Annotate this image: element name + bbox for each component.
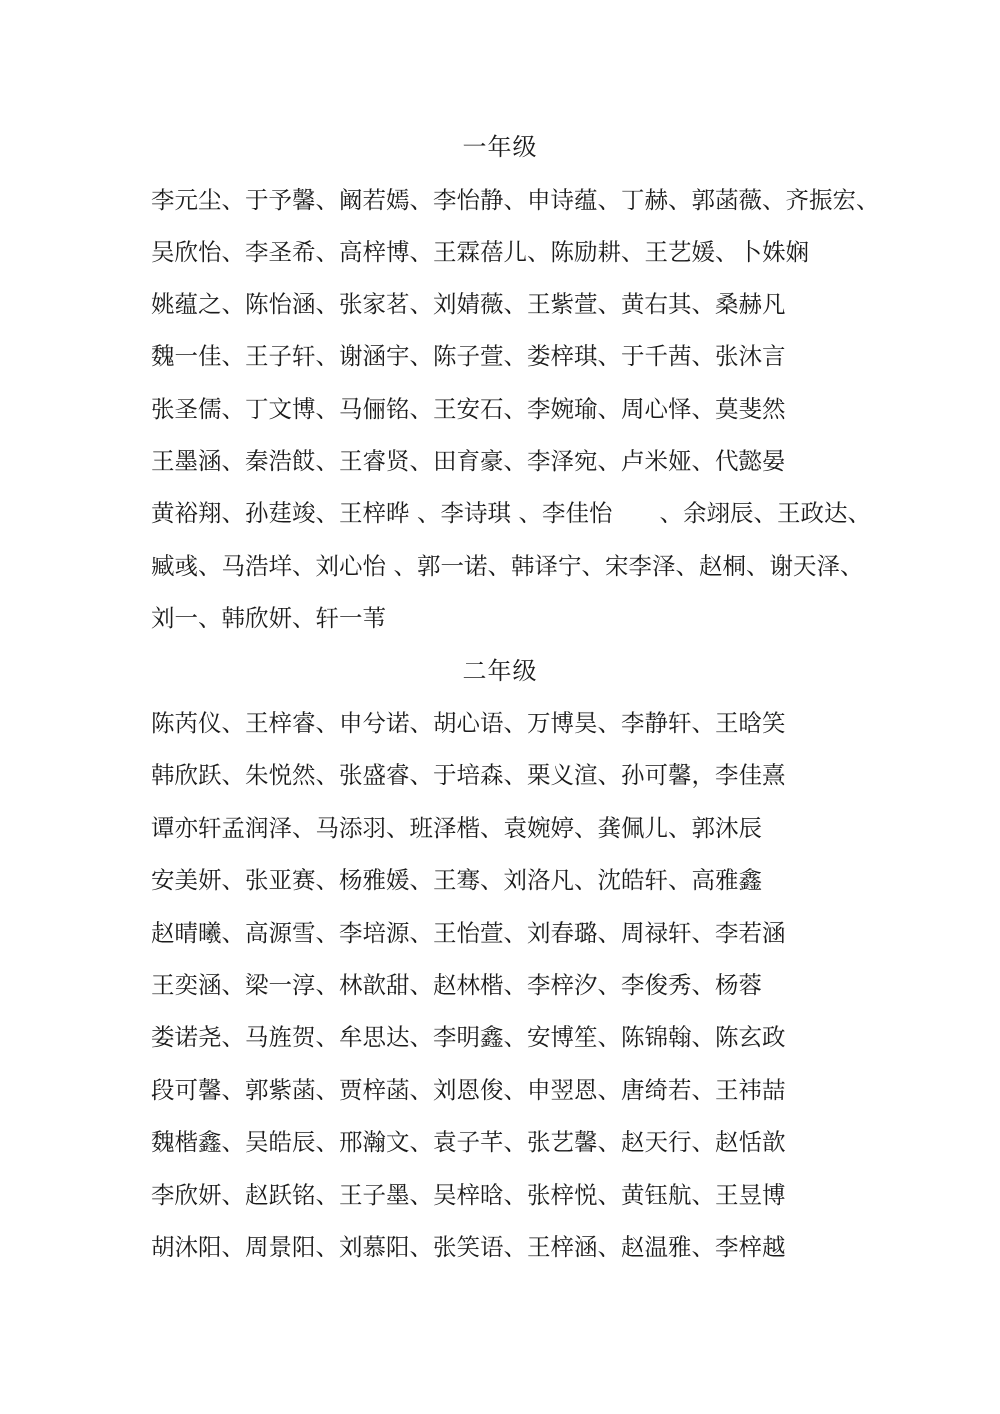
name-line: 臧彧、马浩垟、刘心怡 、郭一诺、韩译宁、宋李泽、赵桐、谢天泽、 xyxy=(151,552,864,580)
name-line: 魏楷鑫、吴皓辰、邢瀚文、袁子芊、张艺馨、赵天行、赵恬歆 xyxy=(151,1128,786,1156)
name-line: 张圣儒、丁文博、马俪铭、王安石、李婉瑜、周心怿、莫斐然 xyxy=(151,395,786,423)
name-line: 安美妍、张亚赛、杨雅媛、王骞、刘洛凡、沈皓轩、高雅鑫 xyxy=(151,866,762,894)
name-line: 王奕涵、梁一淳、林歆甜、赵林楷、李梓汐、李俊秀、杨蓉 xyxy=(151,971,762,999)
name-line: 谭亦轩孟润泽、马添羽、班泽楷、袁婉婷、龚佩儿、郭沐辰 xyxy=(151,814,762,842)
name-line: 赵晴曦、高源雪、李培源、王怡萱、刘春璐、周禄轩、李若涵 xyxy=(151,919,786,947)
name-line: 姚蕴之、陈怡涵、张家茗、刘婧薇、王紫萱、黄右其、桑赫凡 xyxy=(151,290,786,318)
section-title-grade-2: 二年级 xyxy=(462,657,538,685)
name-line: 黄裕翔、孙莛竣、王梓晔 、李诗琪 、李佳怡 、余翊辰、王政达、 xyxy=(151,499,871,527)
name-line: 段可馨、郭紫菡、贾梓菡、刘恩俊、申翌恩、唐绮若、王祎喆 xyxy=(151,1076,786,1104)
name-line: 胡沐阳、周景阳、刘慕阳、张笑语、王梓涵、赵温雅、李梓越 xyxy=(151,1233,786,1261)
name-line: 韩欣跃、朱悦然、张盛睿、于培森、栗义渲、孙可馨，李佳熹 xyxy=(151,761,786,789)
name-line: 陈芮仪、王梓睿、申兮诺、胡心语、万博昊、李静轩、王晗笑 xyxy=(151,709,786,737)
name-line: 刘一、韩欣妍、轩一苇 xyxy=(151,604,386,632)
name-line: 吴欣怡、李圣希、高梓博、王霖蓓儿、陈励耕、王艺媛、卜姝娴 xyxy=(151,238,809,266)
section-title-grade-1: 一年级 xyxy=(462,133,538,161)
name-line: 娄诺尧、马旌贺、牟思达、李明鑫、安博笙、陈锦翰、陈玄政 xyxy=(151,1023,786,1051)
name-line: 李元尘、于予馨、阚若嫣、李怡静、申诗蕴、丁赫、郭菡薇、齐振宏、 xyxy=(151,186,880,214)
name-line: 李欣妍、赵跃铭、王子墨、吴梓晗、张梓悦、黄钰航、王昱博 xyxy=(151,1181,786,1209)
name-line: 魏一佳、王子轩、谢涵宇、陈子萱、娄梓琪、于千茜、张沐言 xyxy=(151,342,786,370)
name-line: 王墨涵、秦浩餀、王睿贤、田育豪、李泽宛、卢米娅、代懿晏 xyxy=(151,447,786,475)
